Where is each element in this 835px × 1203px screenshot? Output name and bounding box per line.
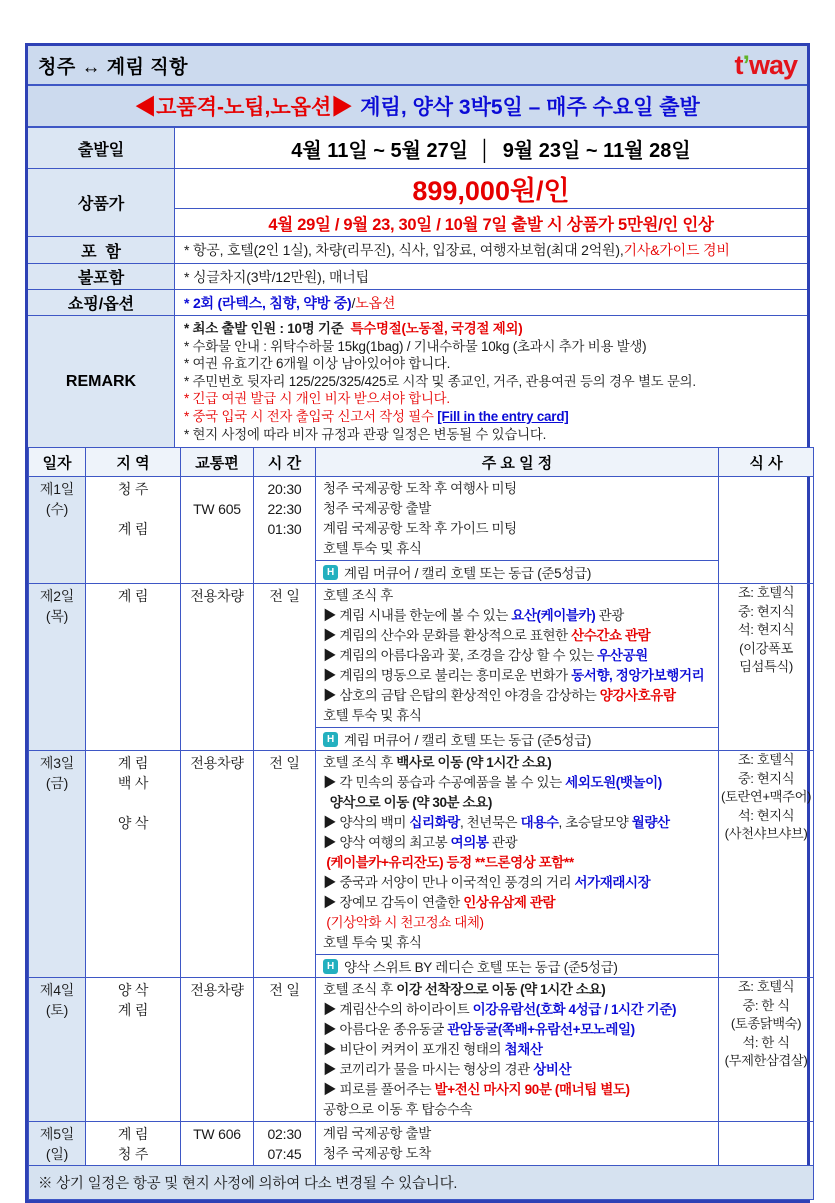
text-segment: 양삭으로 이동 (약 30분 소요) (323, 795, 492, 811)
hotel-line (316, 560, 718, 583)
transport-cell (181, 751, 254, 978)
schedule-line (323, 519, 714, 539)
text-segment: * 긴급 여권 발급 시 개인 비자 받으셔야 합니다. (184, 391, 450, 407)
footer-note: ※ 상기 일정은 항공 및 현지 사정에 의하여 다소 변경될 수 있습니다. (29, 1166, 814, 1200)
text-segment: * 중국 입국 시 전자 출입국 신고서 작성 필수 (184, 408, 438, 424)
price-surcharge: 4월 29일 / 9월 23, 30일 / 10월 7일 출발 시 상품가 5만원/인 인상 (268, 215, 714, 234)
schedule-cell (316, 751, 719, 978)
itinerary-table-body (29, 477, 814, 1166)
column-header-transport: 교통편 (181, 448, 254, 477)
schedule-line (323, 873, 714, 893)
time-cell (254, 584, 316, 751)
schedule-line (323, 626, 714, 646)
day-label: (목) (45, 608, 69, 625)
included-value (175, 237, 807, 263)
shopping-option-label: 쇼핑/옵션 (28, 290, 175, 315)
time-cell (254, 477, 316, 584)
time-line: 22:30 (267, 501, 302, 518)
region-cell (86, 978, 181, 1122)
text-segment: ▶ 각 민속의 풍습과 수공예품을 볼 수 있는 (323, 775, 566, 791)
text-segment: 호텔 투숙 및 휴식 (323, 708, 422, 724)
region-line: 계 림 (117, 588, 149, 605)
package-title-highlight: ◀고품격-노팁,노옵션▶ (135, 96, 353, 119)
schedule-line (323, 980, 714, 1000)
remark-value (175, 316, 807, 447)
text-segment: 계림 국제공항 출발 (323, 1126, 431, 1142)
text-segment: / (351, 294, 356, 311)
region-line: 양 삭 (117, 815, 149, 832)
schedule-line (323, 913, 714, 933)
time-line: 01:30 (267, 521, 302, 538)
schedule-line (323, 1040, 714, 1060)
text-segment: 호텔 조식 후 (323, 755, 397, 771)
meal-line: 중: 한 식 (742, 997, 790, 1013)
text-segment: 계림 국제공항 도착 후 가이드 미팅 (323, 521, 517, 537)
meal-line: (토란연+맥주어) (720, 789, 812, 805)
text-segment: 여의봉 (450, 835, 489, 851)
transport-cell (181, 1122, 254, 1166)
text-segment: 인상유삼제 관람 (463, 895, 556, 911)
departure-date-row (28, 128, 807, 169)
schedule-lines (316, 1122, 718, 1165)
region-line (86, 793, 180, 813)
time-line: 02:30 (267, 1126, 302, 1143)
transport-line: TW 606 (193, 1126, 241, 1143)
schedule-line (323, 686, 714, 706)
price-main: 899,000원/인 (175, 169, 807, 209)
text-segment: * 여권 유효기간 6개월 이상 남아있어야 합니다. (184, 356, 451, 372)
text-segment: 첩채산 (504, 1042, 543, 1058)
schedule-line (323, 1020, 714, 1040)
column-header-meals: 식 사 (719, 448, 814, 477)
day-label: 제3일 (39, 755, 75, 772)
text-segment: 관암동굴(쪽배+유람선+모노레일) (447, 1022, 635, 1038)
text-segment: 노옵션 (355, 294, 396, 311)
price-label: 상품가 (28, 169, 175, 236)
meal-line: 조: 호텔식 (737, 585, 795, 601)
schedule-cell (316, 584, 719, 751)
text-segment: 호텔 투숙 및 휴식 (323, 935, 422, 951)
time-line: 전 일 (269, 755, 300, 772)
text-segment: ▶ 중국과 서양이 만나 이국적인 풍경의 거리 (323, 875, 575, 891)
itinerary-day-row (29, 584, 814, 751)
text-segment: 특수명절(노동절, 국경절 제외) (350, 321, 523, 336)
schedule-line (323, 753, 714, 773)
entry-card-link[interactable]: [Fill in the entry card] (437, 408, 569, 424)
time-cell (254, 751, 316, 978)
meal-line: (이강폭포 (739, 640, 793, 656)
region-cell (86, 1122, 181, 1166)
time-line: 전 일 (269, 982, 300, 999)
schedule-line (323, 479, 714, 499)
schedule-line (323, 813, 714, 833)
text-segment: * 수화물 안내 : 위탁수하물 15kg(1bag) / 기내수하물 10kg (초과시 추가 비용 발생) (184, 338, 647, 354)
schedule-line (323, 1124, 714, 1144)
text-segment: 이강유람선(호화 4성급 / 1시간 기준) (472, 1002, 677, 1018)
text-segment: 양강사호유람 (599, 688, 676, 704)
day-label: 제2일 (39, 588, 75, 605)
text-segment: 월량산 (631, 815, 670, 831)
schedule-line (323, 646, 714, 666)
day-cell (29, 978, 86, 1122)
day-label: (일) (45, 1146, 69, 1163)
region-line: 계 림 (117, 755, 149, 772)
schedule-line (323, 706, 714, 726)
schedule-line (323, 606, 714, 626)
schedule-line (323, 933, 714, 953)
schedule-line (323, 1080, 714, 1100)
region-line (86, 499, 180, 519)
text-segment: 동서향, 정앙가보행거리 (571, 668, 705, 684)
remark-row (28, 316, 807, 447)
meal-cell (719, 1122, 814, 1166)
schedule-line (323, 773, 714, 793)
meal-line: 중: 현지식 (737, 603, 795, 619)
text-segment: 공항으로 이동 후 탑승수속 (323, 1102, 473, 1118)
region-line: 계 림 (117, 1126, 149, 1143)
text-segment: 요산(케이블카) (511, 608, 596, 624)
day-cell (29, 751, 86, 978)
text-segment: 우산공원 (597, 648, 648, 664)
column-header-region: 지 역 (86, 448, 181, 477)
schedule-line (323, 1000, 714, 1020)
package-title-bar (28, 86, 807, 128)
schedule-line (323, 499, 714, 519)
meal-line: (무제한삼겹살) (724, 1053, 808, 1069)
text-segment: * 항공, 호텔(2인 1실), 차량(리무진), 식사, 입장료, 여행자보험(최대 2억원), (184, 242, 624, 258)
region-line: 백 사 (117, 775, 149, 792)
text-segment: ▶ 삼호의 금탑 은탑의 환상적인 야경을 감상하는 (323, 688, 600, 704)
text-segment: 이강 선착장으로 이동 (약 1시간 소요) (396, 982, 606, 998)
text-segment: 산수간쇼 관람 (571, 628, 651, 644)
logo-t: t (734, 49, 743, 80)
remark-line (184, 355, 798, 373)
itinerary-day-row (29, 978, 814, 1122)
itinerary-day-row (29, 1122, 814, 1166)
excluded-row (28, 264, 807, 290)
region-line: 계 림 (117, 521, 149, 538)
text-segment: ▶ 장예모 감독이 연출한 (323, 895, 464, 911)
text-segment: ▶ 아름다운 종유동굴 (323, 1022, 448, 1038)
meal-line: (토종닭백숙) (730, 1016, 802, 1032)
schedule-cell (316, 1122, 719, 1166)
text-segment: 서가재래시장 (574, 875, 651, 891)
day-label: 제4일 (39, 982, 75, 999)
text-segment: * 2회 (라텍스, 침향, 약방 중) (184, 294, 352, 311)
price-row (28, 169, 807, 237)
schedule-lines (316, 751, 718, 954)
text-segment: 백사로 이동 (약 1시간 소요) (396, 755, 552, 771)
text-segment: 호텔 투숙 및 휴식 (323, 541, 422, 557)
text-segment: ▶ 계림 시내를 한눈에 볼 수 있는 (323, 608, 512, 624)
text-segment: (케이블카+유리잔도) 등정 **드론영상 포함** (323, 855, 574, 871)
day-label: 제1일 (39, 481, 75, 498)
schedule-line (323, 666, 714, 686)
region-cell (86, 477, 181, 584)
region-line: 계 림 (117, 1002, 149, 1019)
itinerary-day-row (29, 477, 814, 584)
meal-line: 조: 호텔식 (737, 752, 795, 768)
departure-date-value: 4월 11일 ~ 5월 27일 │ 9월 23일 ~ 11월 28일 (291, 139, 691, 162)
time-cell (254, 1122, 316, 1166)
logo-apostrophe: ’ (742, 49, 749, 80)
text-segment: 청주 국제공항 도착 (323, 1146, 431, 1162)
transport-cell (181, 477, 254, 584)
route-title: 청주 ↔ 계림 직항 (38, 56, 188, 78)
schedule-cell (316, 477, 719, 584)
transport-cell (181, 978, 254, 1122)
tway-logo (734, 49, 797, 80)
schedule-cell (316, 978, 719, 1122)
schedule-lines (316, 477, 718, 560)
text-segment: 세외도원(뱃놀이) (565, 775, 662, 791)
excluded-value (175, 264, 807, 289)
text-segment: 관광 (488, 835, 518, 851)
time-line: 20:30 (267, 481, 302, 498)
hotel-name: 양삭 스위트 BY 레디슨 호텔 또는 동급 (준5성급) (344, 960, 618, 976)
text-segment: * 최소 출발 인원 : 10명 기준 (184, 321, 351, 336)
meal-line: (사천샤브샤브) (724, 826, 808, 842)
schedule-line (323, 853, 714, 873)
text-segment: ▶ 코끼리가 물을 마시는 형상의 경관 (323, 1062, 534, 1078)
region-line: 양 삭 (117, 982, 149, 999)
transport-line (181, 479, 253, 499)
hotel-icon: H (323, 732, 338, 747)
region-line: 청 주 (117, 481, 149, 498)
price-value (175, 169, 807, 236)
column-header-schedule: 주 요 일 정 (316, 448, 719, 477)
hotel-name: 계림 머큐어 / 캘리 호텔 또는 동급 (준5성급) (344, 733, 592, 749)
remark-line (184, 426, 798, 444)
text-segment: ▶ 계림산수의 하이라이트 (323, 1002, 473, 1018)
meal-line: 석: 현지식 (737, 622, 795, 638)
schedule-line (323, 586, 714, 606)
itinerary-table (28, 447, 814, 1200)
text-segment: ▶ 계림의 명동으로 불리는 흥미로운 번화가 (323, 668, 572, 684)
column-header-day: 일자 (29, 448, 86, 477)
schedule-line (323, 539, 714, 559)
meal-cell (719, 978, 814, 1122)
text-segment: ▶ 피로를 풀어주는 (323, 1082, 435, 1098)
text-segment: ▶ 양삭의 백미 (323, 815, 410, 831)
text-segment: , 초승달모양 (558, 815, 632, 831)
shopping-option-row (28, 290, 807, 316)
text-segment: 호텔 조식 후 (323, 982, 397, 998)
hotel-icon: H (323, 959, 338, 974)
text-segment: ▶ 계림의 아름다움과 꽃, 조경을 감상 할 수 있는 (323, 648, 598, 664)
meal-line: 조: 호텔식 (737, 979, 795, 995)
schedule-line (323, 893, 714, 913)
time-line: 07:45 (267, 1146, 302, 1163)
day-cell (29, 1122, 86, 1166)
transport-line: TW 605 (193, 501, 241, 518)
text-segment: * 주민번호 뒷자리 125/225/325/425로 시작 및 종교인, 거주, 관용여권 등의 경우 별도 문의. (184, 373, 696, 389)
remark-line (184, 390, 798, 408)
remark-line (184, 320, 798, 338)
hotel-line (316, 954, 718, 977)
text-segment: 발+전신 마사지 90분 (매너팁 별도) (434, 1082, 630, 1098)
region-cell (86, 584, 181, 751)
meal-cell (719, 584, 814, 751)
text-segment: (기상악화 시 천고정쇼 대체) (323, 915, 484, 931)
excluded-label: 불포함 (28, 264, 175, 289)
schedule-line (323, 1144, 714, 1164)
schedule-line (323, 1100, 714, 1120)
transport-line: 전용차량 (190, 588, 244, 605)
text-segment: 호텔 조식 후 (323, 588, 393, 604)
day-label: (토) (45, 1002, 69, 1019)
shopping-option-value (175, 290, 807, 315)
text-segment: 기사&가이드 경비 (623, 242, 730, 258)
text-segment: 관광 (595, 608, 624, 624)
included-label: 포 함 (28, 237, 175, 263)
schedule-lines (316, 584, 718, 727)
remark-line (184, 408, 798, 426)
remark-line (184, 338, 798, 356)
text-segment: ▶ 계림의 산수와 문화를 환상적으로 표현한 (323, 628, 572, 644)
hotel-icon: H (323, 565, 338, 580)
hotel-line (316, 727, 718, 750)
text-segment: , 천년묵은 (459, 815, 521, 831)
document-header-bar (28, 46, 807, 86)
day-cell (29, 477, 86, 584)
text-segment: 청주 국제공항 도착 후 여행사 미팅 (323, 481, 517, 497)
column-header-time: 시 간 (254, 448, 316, 477)
meal-line: 딤섬특식) (739, 659, 793, 675)
text-segment: ▶ 양삭 여행의 최고봉 (323, 835, 451, 851)
meal-line: 석: 현지식 (737, 807, 795, 823)
text-segment: ▶ 비단이 켜켜이 포개진 형태의 (323, 1042, 505, 1058)
included-row (28, 237, 807, 264)
time-cell (254, 978, 316, 1122)
time-line: 전 일 (269, 588, 300, 605)
itinerary-day-row (29, 751, 814, 978)
travel-itinerary-document (25, 43, 810, 1203)
transport-cell (181, 584, 254, 751)
region-cell (86, 751, 181, 978)
text-segment: 대용수 (520, 815, 559, 831)
text-segment: 청주 국제공항 출발 (323, 501, 431, 517)
schedule-line (323, 793, 714, 813)
day-label: (금) (45, 775, 69, 792)
day-label: (수) (45, 501, 69, 518)
region-line: 청 주 (117, 1146, 149, 1163)
meal-cell (719, 751, 814, 978)
day-cell (29, 584, 86, 751)
text-segment: 상비산 (533, 1062, 572, 1078)
text-segment: * 싱글차지(3박/12만원), 매너팁 (184, 268, 369, 285)
package-title-main: 계림, 양삭 3박5일 – 매주 수요일 출발 (360, 96, 700, 119)
meal-cell (719, 477, 814, 584)
remark-line (184, 373, 798, 391)
transport-line: 전용차량 (190, 755, 244, 772)
text-segment: * 현지 사정에 따라 비자 규정과 관광 일정은 변동될 수 있습니다. (184, 426, 547, 442)
transport-line: 전용차량 (190, 982, 244, 999)
departure-date-label: 출발일 (28, 128, 175, 168)
day-label: 제5일 (39, 1126, 75, 1143)
schedule-line (323, 1060, 714, 1080)
logo-way: way (748, 49, 797, 80)
schedule-lines (316, 978, 718, 1121)
remark-label: REMARK (28, 316, 175, 447)
text-segment: 십리화랑 (409, 815, 460, 831)
meal-line: 석: 한 식 (742, 1034, 790, 1050)
itinerary-table-header (29, 448, 814, 477)
hotel-name: 계림 머큐어 / 캘리 호텔 또는 동급 (준5성급) (344, 566, 592, 582)
schedule-line (323, 833, 714, 853)
meal-line: 중: 현지식 (737, 770, 795, 786)
